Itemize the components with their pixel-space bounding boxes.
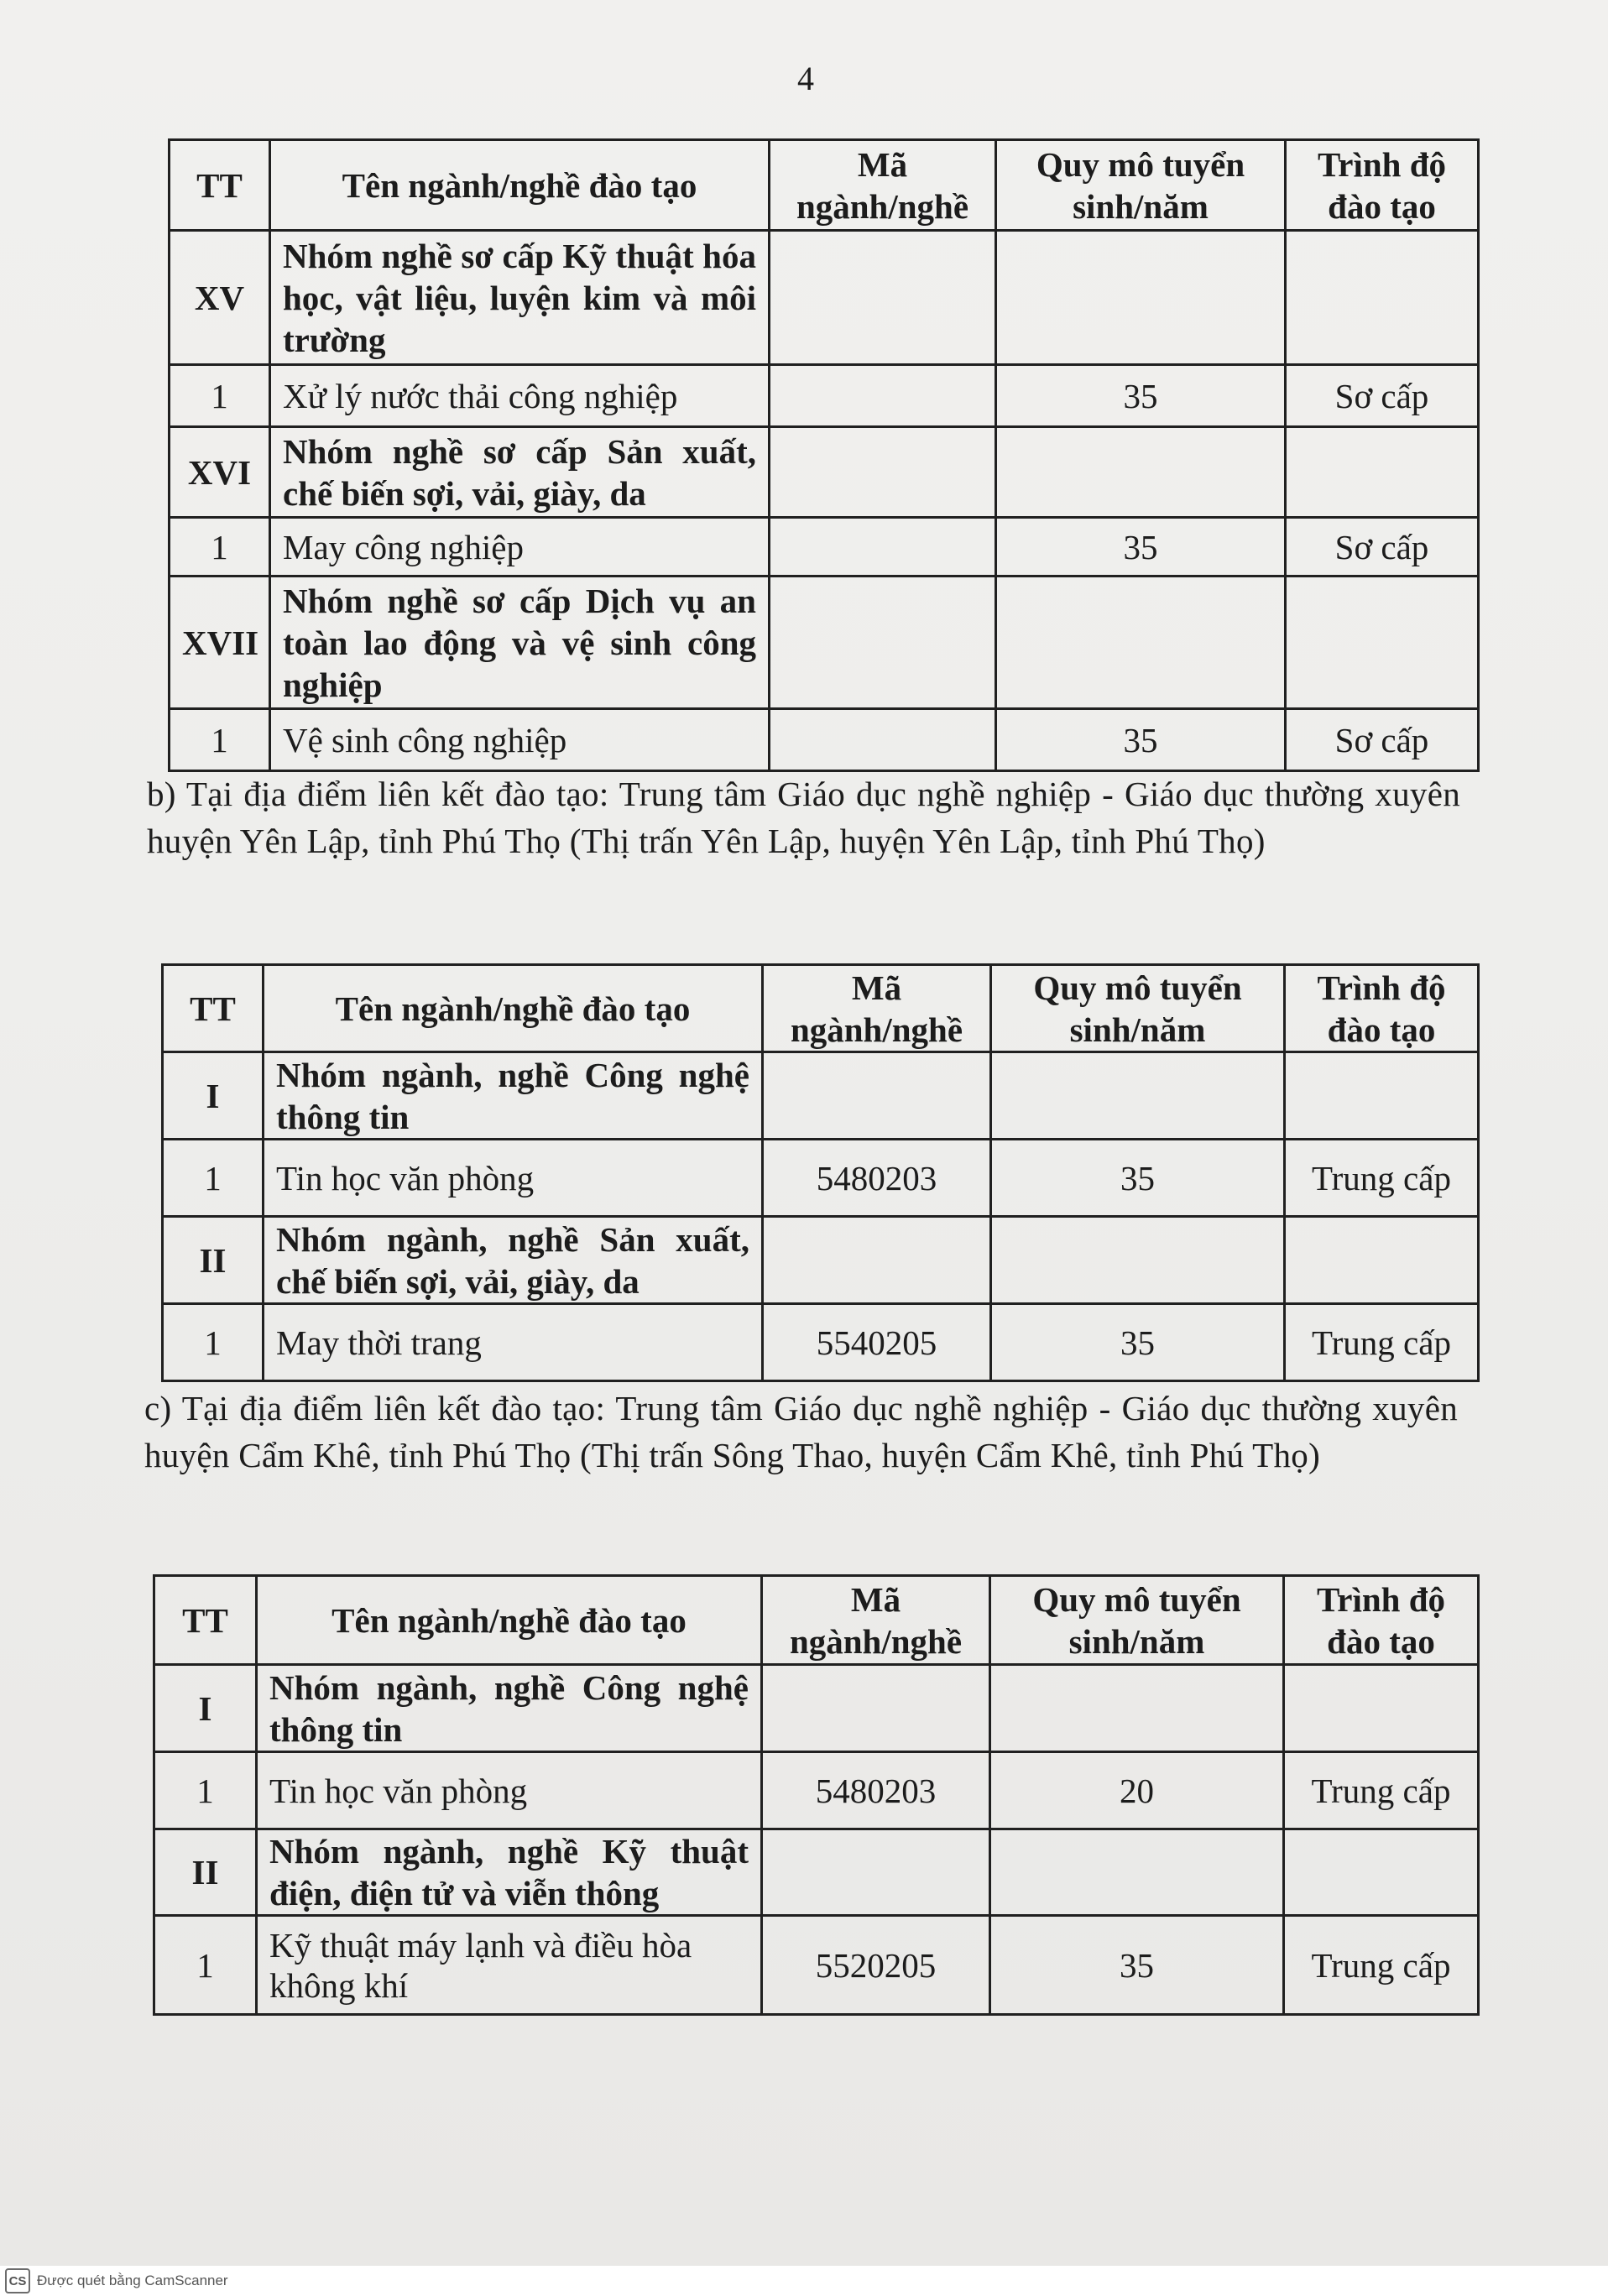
cell-quota [990,1665,1284,1752]
cell-quota [996,231,1286,365]
cell-code [763,1052,991,1140]
training-table-3 [153,1574,1480,2016]
cell-tt: II [154,1829,257,1916]
cell-name: Nhóm nghề sơ cấp Dịch vụ an toàn lao động và vệ sinh công nghiệp [270,577,770,709]
cell-name: Tin học văn phòng [264,1140,763,1217]
cell-name: Nhóm ngành, nghề Sản xuất, chế biến sợi, vải, giày, da [264,1217,763,1304]
cell-tt: 1 [154,1752,257,1829]
cell-code [770,577,996,709]
cell-quota [996,577,1286,709]
cell-tt: 1 [170,709,270,771]
cell-tt: I [163,1052,264,1140]
table-row [163,1304,1479,1381]
cell-code [762,1829,990,1916]
cell-code: 5480203 [763,1140,991,1217]
cell-quota [991,1052,1285,1140]
header-level: Trình độ đào tạo [1284,1576,1479,1665]
cell-tt: 1 [163,1304,264,1381]
header-name: Tên ngành/nghề đào tạo [270,140,770,231]
header-tt: TT [170,140,270,231]
table-row [170,577,1479,709]
header-code: Mã ngành/nghề [770,140,996,231]
cell-name: Vệ sinh công nghiệp [270,709,770,771]
table-row [154,1665,1479,1752]
cell-level: Trung cấp [1284,1752,1479,1829]
cell-quota: 35 [996,365,1286,427]
table-row [170,365,1479,427]
cell-level: Trung cấp [1284,1916,1479,2015]
header-quota: Quy mô tuyển sinh/năm [991,965,1285,1052]
cell-name: Nhóm ngành, nghề Công nghệ thông tin [264,1052,763,1140]
header-tt: TT [163,965,264,1052]
table-row [170,518,1479,577]
cell-name: May công nghiệp [270,518,770,577]
scanner-watermark-text: Được quét bằng CamScanner [37,2273,228,2288]
cell-code [762,1665,990,1752]
cell-quota [990,1829,1284,1916]
cell-code: 5520205 [762,1916,990,2015]
cell-tt: II [163,1217,264,1304]
cell-name: Nhóm nghề sơ cấp Kỹ thuật hóa học, vật liệu, luyện kim và môi trường [270,231,770,365]
cell-level: Trung cấp [1285,1304,1479,1381]
cell-quota: 35 [991,1304,1285,1381]
cell-level: Trung cấp [1285,1140,1479,1217]
cell-tt: XV [170,231,270,365]
cell-tt: 1 [170,365,270,427]
header-tt: TT [154,1576,257,1665]
cell-code [770,518,996,577]
cell-level: Sơ cấp [1286,518,1479,577]
cell-quota: 35 [996,709,1286,771]
cell-level [1284,1665,1479,1752]
cell-code [770,231,996,365]
header-level: Trình độ đào tạo [1286,140,1479,231]
header-level: Trình độ đào tạo [1285,965,1479,1052]
cell-level [1284,1829,1479,1916]
cell-level [1285,1217,1479,1304]
cell-tt: XVI [170,427,270,518]
paragraph-c: c) Tại địa điểm liên kết đào tạo: Trung tâm Giáo dục nghề nghiệp - Giáo dục thường xuyên huyện Cẩm Khê, tỉnh Phú Thọ (Thị trấn Sông Thao, huyện Cẩm Khê, tỉnh Phú Thọ) [144,1389,1458,1474]
header-name: Tên ngành/nghề đào tạo [257,1576,762,1665]
table-header-row [170,140,1479,231]
paragraph-b: b) Tại địa điểm liên kết đào tạo: Trung tâm Giáo dục nghề nghiệp - Giáo dục thường xuyên huyện Yên Lập, tỉnh Phú Thọ (Thị trấn Yên Lập, huyện Yên Lập, tỉnh Phú Thọ) [147,775,1460,860]
table-row [163,1140,1479,1217]
cell-quota: 35 [991,1140,1285,1217]
cell-quota [991,1217,1285,1304]
cell-quota: 20 [990,1752,1284,1829]
cell-tt: 1 [154,1916,257,2015]
cell-quota [996,427,1286,518]
table-header-row [163,965,1479,1052]
page-number: 4 [797,60,814,97]
cell-name: Nhóm ngành, nghề Kỹ thuật điện, điện tử và viễn thông [257,1829,762,1916]
table-row [170,427,1479,518]
cell-code [770,427,996,518]
cell-quota: 35 [996,518,1286,577]
cell-tt: I [154,1665,257,1752]
cell-tt: 1 [163,1140,264,1217]
table-header-row [154,1576,1479,1665]
header-quota: Quy mô tuyển sinh/năm [990,1576,1284,1665]
header-code: Mã ngành/nghề [762,1576,990,1665]
cell-level [1286,577,1479,709]
cell-name: Nhóm nghề sơ cấp Sản xuất, chế biến sợi, vải, giày, da [270,427,770,518]
cell-tt: XVII [170,577,270,709]
table-row [154,1829,1479,1916]
table-row [154,1752,1479,1829]
header-quota: Quy mô tuyển sinh/năm [996,140,1286,231]
cell-code: 5540205 [763,1304,991,1381]
table-row [170,709,1479,771]
training-table-1 [168,138,1480,772]
table-row [170,231,1479,365]
cell-tt: 1 [170,518,270,577]
cell-name: Nhóm ngành, nghề Công nghệ thông tin [257,1665,762,1752]
cell-level: Sơ cấp [1286,365,1479,427]
cell-name: Kỹ thuật máy lạnh và điều hòa không khí [257,1916,762,2015]
header-code: Mã ngành/nghề [763,965,991,1052]
cell-level [1286,427,1479,518]
cell-name: Xử lý nước thải công nghiệp [270,365,770,427]
cell-name: May thời trang [264,1304,763,1381]
table-row [163,1217,1479,1304]
cell-code: 5480203 [762,1752,990,1829]
cell-name: Tin học văn phòng [257,1752,762,1829]
training-table-2 [161,963,1480,1382]
cell-quota: 35 [990,1916,1284,2015]
cell-level [1286,231,1479,365]
cell-code [770,365,996,427]
cell-level [1285,1052,1479,1140]
cell-code [770,709,996,771]
table-row [163,1052,1479,1140]
camscanner-logo: CS [5,2268,30,2293]
cell-code [763,1217,991,1304]
header-name: Tên ngành/nghề đào tạo [264,965,763,1052]
table-row [154,1916,1479,2015]
cell-level: Sơ cấp [1286,709,1479,771]
scanner-footer [0,2266,1608,2296]
